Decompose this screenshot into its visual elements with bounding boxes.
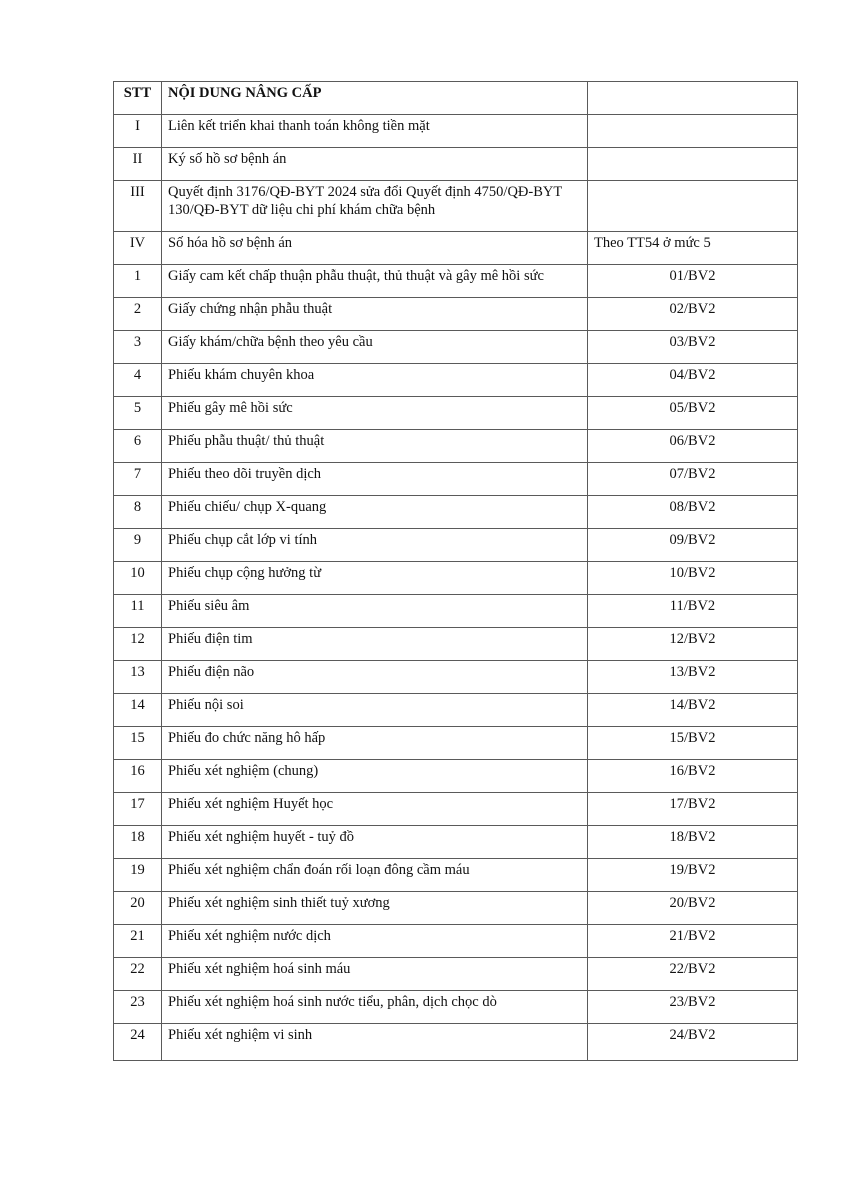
item-code: 19/BV2 bbox=[588, 859, 798, 892]
item-code: 08/BV2 bbox=[588, 496, 798, 529]
table-header-row bbox=[114, 82, 798, 115]
item-code: 02/BV2 bbox=[588, 298, 798, 331]
upgrade-content-table bbox=[113, 81, 798, 1061]
item-number: 14 bbox=[114, 694, 162, 727]
item-text: Phiếu xét nghiệm nước dịch bbox=[162, 925, 588, 958]
section-row-iii bbox=[114, 181, 798, 232]
item-code: 16/BV2 bbox=[588, 760, 798, 793]
item-number: 4 bbox=[114, 364, 162, 397]
item-code: 20/BV2 bbox=[588, 892, 798, 925]
item-row bbox=[114, 595, 798, 628]
section-number: II bbox=[114, 148, 162, 181]
item-number: 9 bbox=[114, 529, 162, 562]
item-text: Phiếu chụp cộng hưởng từ bbox=[162, 562, 588, 595]
item-code: 14/BV2 bbox=[588, 694, 798, 727]
item-number: 3 bbox=[114, 331, 162, 364]
item-code: 04/BV2 bbox=[588, 364, 798, 397]
item-number: 13 bbox=[114, 661, 162, 694]
item-row bbox=[114, 331, 798, 364]
item-text: Phiếu siêu âm bbox=[162, 595, 588, 628]
section-note bbox=[588, 181, 798, 232]
item-row bbox=[114, 892, 798, 925]
item-text: Phiếu xét nghiệm (chung) bbox=[162, 760, 588, 793]
item-code: 13/BV2 bbox=[588, 661, 798, 694]
item-code: 23/BV2 bbox=[588, 991, 798, 1024]
section-row-ii bbox=[114, 148, 798, 181]
item-number: 17 bbox=[114, 793, 162, 826]
item-number: 2 bbox=[114, 298, 162, 331]
section-number: I bbox=[114, 115, 162, 148]
item-row bbox=[114, 496, 798, 529]
item-number: 19 bbox=[114, 859, 162, 892]
section-text: Ký số hồ sơ bệnh án bbox=[162, 148, 588, 181]
item-code: 21/BV2 bbox=[588, 925, 798, 958]
item-text: Phiếu điện não bbox=[162, 661, 588, 694]
item-text: Phiếu nội soi bbox=[162, 694, 588, 727]
item-code: 07/BV2 bbox=[588, 463, 798, 496]
item-number: 18 bbox=[114, 826, 162, 859]
item-code: 22/BV2 bbox=[588, 958, 798, 991]
item-code: 09/BV2 bbox=[588, 529, 798, 562]
item-text: Phiếu điện tim bbox=[162, 628, 588, 661]
item-text: Phiếu gây mê hồi sức bbox=[162, 397, 588, 430]
item-text: Phiếu xét nghiệm Huyết học bbox=[162, 793, 588, 826]
item-text: Phiếu xét nghiệm vi sinh bbox=[162, 1024, 588, 1061]
item-number: 1 bbox=[114, 265, 162, 298]
item-code: 03/BV2 bbox=[588, 331, 798, 364]
section-note: Theo TT54 ở mức 5 bbox=[588, 232, 798, 265]
item-row bbox=[114, 694, 798, 727]
item-code: 18/BV2 bbox=[588, 826, 798, 859]
item-number: 20 bbox=[114, 892, 162, 925]
table-body bbox=[114, 82, 798, 1061]
item-text: Phiếu đo chức năng hô hấp bbox=[162, 727, 588, 760]
item-code: 05/BV2 bbox=[588, 397, 798, 430]
item-row bbox=[114, 859, 798, 892]
item-row bbox=[114, 298, 798, 331]
item-code: 15/BV2 bbox=[588, 727, 798, 760]
section-text: Quyết định 3176/QĐ-BYT 2024 sửa đổi Quyết định 4750/QĐ-BYT 130/QĐ-BYT dữ liệu chi phí khám chữa bệnh bbox=[162, 181, 588, 232]
item-row bbox=[114, 628, 798, 661]
item-text: Phiếu khám chuyên khoa bbox=[162, 364, 588, 397]
item-code: 12/BV2 bbox=[588, 628, 798, 661]
section-text: Liên kết triển khai thanh toán không tiền mặt bbox=[162, 115, 588, 148]
item-text: Phiếu xét nghiệm hoá sinh máu bbox=[162, 958, 588, 991]
item-text: Phiếu theo dõi truyền dịch bbox=[162, 463, 588, 496]
item-row bbox=[114, 430, 798, 463]
item-row bbox=[114, 364, 798, 397]
item-number: 23 bbox=[114, 991, 162, 1024]
item-text: Phiếu xét nghiệm chẩn đoán rối loạn đông cầm máu bbox=[162, 859, 588, 892]
header-stt: STT bbox=[114, 82, 162, 115]
item-code: 17/BV2 bbox=[588, 793, 798, 826]
item-text: Phiếu xét nghiệm hoá sinh nước tiểu, phân, dịch chọc dò bbox=[162, 991, 588, 1024]
item-text: Phiếu chụp cắt lớp vi tính bbox=[162, 529, 588, 562]
item-row bbox=[114, 925, 798, 958]
item-row bbox=[114, 463, 798, 496]
section-note bbox=[588, 115, 798, 148]
item-text: Giấy khám/chữa bệnh theo yêu cầu bbox=[162, 331, 588, 364]
item-number: 7 bbox=[114, 463, 162, 496]
item-row bbox=[114, 397, 798, 430]
item-number: 16 bbox=[114, 760, 162, 793]
item-code: 11/BV2 bbox=[588, 595, 798, 628]
item-number: 22 bbox=[114, 958, 162, 991]
section-note bbox=[588, 148, 798, 181]
section-number: III bbox=[114, 181, 162, 232]
item-row bbox=[114, 529, 798, 562]
header-content: NỘI DUNG NÂNG CẤP bbox=[162, 82, 588, 115]
item-number: 5 bbox=[114, 397, 162, 430]
item-text: Phiếu xét nghiệm huyết - tuỷ đồ bbox=[162, 826, 588, 859]
item-code: 24/BV2 bbox=[588, 1024, 798, 1061]
item-number: 15 bbox=[114, 727, 162, 760]
item-number: 21 bbox=[114, 925, 162, 958]
item-number: 8 bbox=[114, 496, 162, 529]
item-text: Giấy chứng nhận phẫu thuật bbox=[162, 298, 588, 331]
item-number: 12 bbox=[114, 628, 162, 661]
item-row bbox=[114, 991, 798, 1024]
item-text: Phiếu chiếu/ chụp X-quang bbox=[162, 496, 588, 529]
item-row bbox=[114, 1024, 798, 1061]
item-number: 11 bbox=[114, 595, 162, 628]
item-code: 06/BV2 bbox=[588, 430, 798, 463]
item-number: 6 bbox=[114, 430, 162, 463]
item-number: 10 bbox=[114, 562, 162, 595]
item-row bbox=[114, 562, 798, 595]
item-row bbox=[114, 727, 798, 760]
item-row bbox=[114, 265, 798, 298]
item-row bbox=[114, 661, 798, 694]
item-row bbox=[114, 826, 798, 859]
section-text: Số hóa hồ sơ bệnh án bbox=[162, 232, 588, 265]
header-note bbox=[588, 82, 798, 115]
section-row-i bbox=[114, 115, 798, 148]
item-text: Phiếu phẫu thuật/ thủ thuật bbox=[162, 430, 588, 463]
section-row-iv bbox=[114, 232, 798, 265]
item-code: 01/BV2 bbox=[588, 265, 798, 298]
section-number: IV bbox=[114, 232, 162, 265]
item-row bbox=[114, 958, 798, 991]
item-text: Phiếu xét nghiệm sinh thiết tuỷ xương bbox=[162, 892, 588, 925]
item-number: 24 bbox=[114, 1024, 162, 1061]
item-row bbox=[114, 760, 798, 793]
item-row bbox=[114, 793, 798, 826]
item-code: 10/BV2 bbox=[588, 562, 798, 595]
item-text: Giấy cam kết chấp thuận phẫu thuật, thủ thuật và gây mê hồi sức bbox=[162, 265, 588, 298]
